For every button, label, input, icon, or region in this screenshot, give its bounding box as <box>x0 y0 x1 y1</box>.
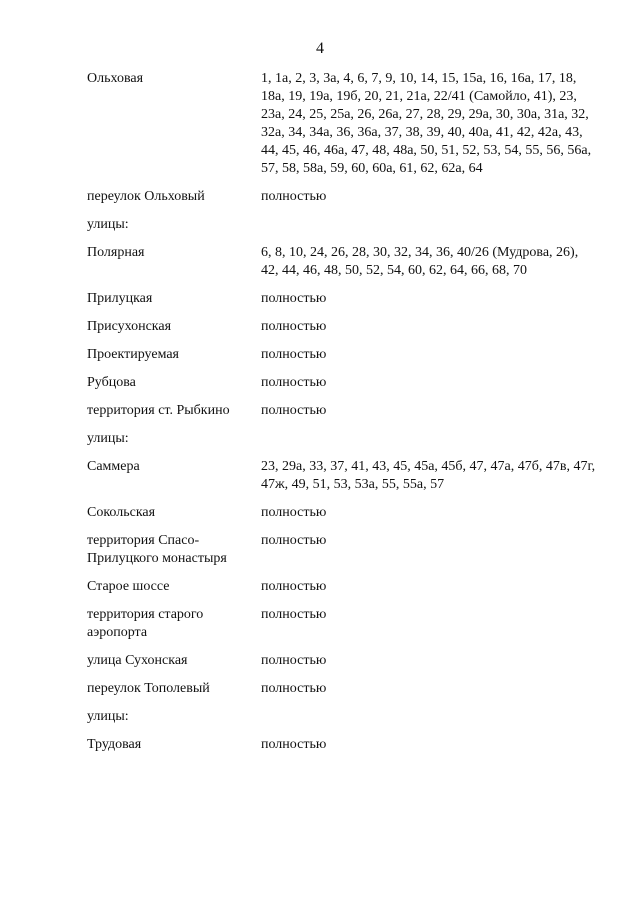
street-row <box>87 187 597 206</box>
street-row <box>87 457 597 494</box>
house-numbers: полностью <box>261 579 327 594</box>
house-numbers: полностью <box>261 533 327 548</box>
house-numbers: полностью <box>261 375 327 390</box>
house-numbers: 6, 8, 10, 24, 26, 28, 30, 32, 34, 36, 40/26 (Мудрова, 26), 42, 44, 46, 48, 50, 52, 54, 60, 62, 64, 66, 68, 70 <box>261 245 579 278</box>
street-row <box>87 345 597 364</box>
house-numbers: полностью <box>261 403 327 418</box>
street-row <box>87 651 597 670</box>
house-numbers: полностью <box>261 505 327 520</box>
section-heading: улицы: <box>87 431 129 446</box>
street-row <box>87 679 597 698</box>
street-row <box>87 243 597 280</box>
house-numbers: полностью <box>261 737 327 752</box>
section-heading: улицы: <box>87 217 129 232</box>
street-name: переулок Тополевый <box>87 681 210 696</box>
street-name: территория старого аэропорта <box>87 607 204 640</box>
street-row <box>87 577 597 596</box>
street-name: территория Спасо-Прилуцкого монастыря <box>87 533 227 566</box>
house-numbers: полностью <box>261 607 327 622</box>
street-row <box>87 373 597 392</box>
street-name: Ольховая <box>87 71 144 86</box>
house-numbers: 23, 29а, 33, 37, 41, 43, 45, 45а, 45б, 47, 47а, 47б, 47в, 47г, 47ж, 49, 51, 53, 53а, 55, 55а, 57 <box>261 459 596 492</box>
street-name: территория ст. Рыбкино <box>87 403 230 418</box>
house-numbers: полностью <box>261 189 327 204</box>
house-numbers: полностью <box>261 319 327 334</box>
street-name: Прилуцкая <box>87 291 153 306</box>
street-row <box>87 289 597 308</box>
street-name: Старое шоссе <box>87 579 170 594</box>
street-row <box>87 605 597 642</box>
street-row <box>87 531 597 568</box>
street-row <box>87 503 597 522</box>
street-name: улица Сухонская <box>87 653 188 668</box>
street-name: Сокольская <box>87 505 156 520</box>
street-name: Рубцова <box>87 375 136 390</box>
street-list <box>87 69 597 763</box>
street-name: Саммера <box>87 459 140 474</box>
house-numbers: полностью <box>261 653 327 668</box>
street-name: переулок Ольховый <box>87 189 205 204</box>
house-numbers: полностью <box>261 681 327 696</box>
house-numbers: полностью <box>261 291 327 306</box>
house-numbers: полностью <box>261 347 327 362</box>
street-name: Проектируемая <box>87 347 179 362</box>
street-name: Трудовая <box>87 737 142 752</box>
page-number: 4 <box>316 40 324 57</box>
house-numbers: 1, 1а, 2, 3, 3а, 4, 6, 7, 9, 10, 14, 15, 15а, 16, 16а, 17, 18, 18а, 19, 19а, 19б, 20, 21, 21а, 22/41 (Самойло, 41), 23, 23а, 24, 25, 25а, 26, 26а, 27, 28, 29, 29а, 30, 30а, 31а, 32, 32а, 34, 34а, 36, 36а, 37, 38, 39, 40, 40а, 41, 42, 42а, 43, 44, 45, 46, 46а, 47, 48, 48а, 50, 51, 52, 53, 54, 55, 56, 56а, 57, 58, 58а, 59, 60, 60а, 61, 62, 62а, 64 <box>261 71 592 176</box>
street-row <box>87 317 597 336</box>
street-row <box>87 401 597 420</box>
street-row <box>87 735 597 754</box>
street-name: Присухонская <box>87 319 172 334</box>
section-heading: улицы: <box>87 709 129 724</box>
street-name: Полярная <box>87 245 145 260</box>
street-row <box>87 69 597 178</box>
